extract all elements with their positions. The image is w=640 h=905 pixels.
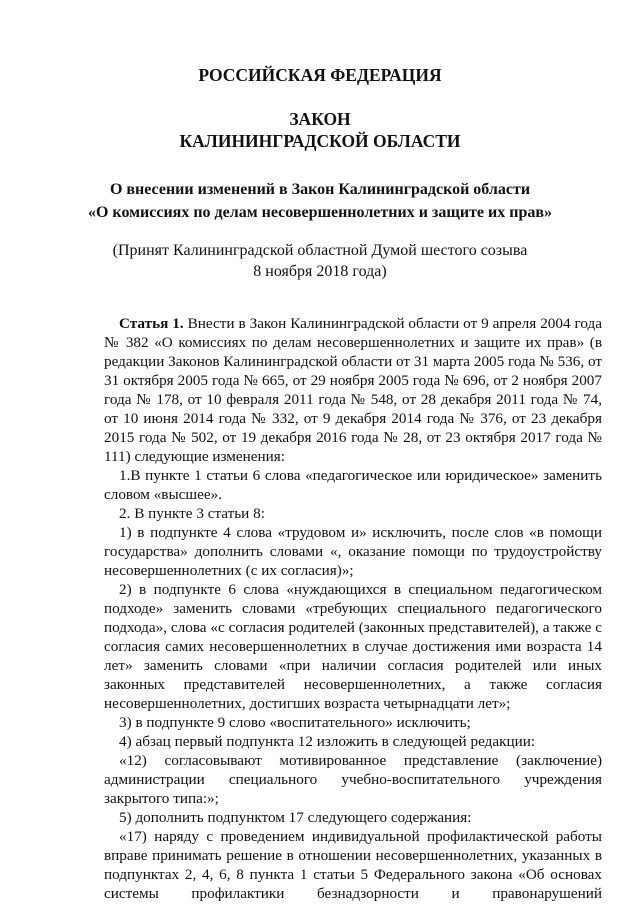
body-paragraph: 1) в подпункте 4 слова «трудовом и» исключить, после слов «в помощи государства» дополнить словами «, оказание помощи по трудоустройству несовершеннолетних (с их согласия)»; (104, 524, 602, 579)
country-heading: РОССИЙСКАЯ ФЕДЕРАЦИЯ (198, 65, 442, 85)
law-heading: ЗАКОН (289, 109, 351, 129)
document-body (104, 314, 602, 903)
body-paragraph: 2) в подпункте 6 слова «нуждающихся в специальном педагогическом подходе» заменить словами «требующих специального педагогического подхода», слова «с согласия родителей (законных представителей), а также с согласия самих несовершеннолетних в случае достижения ими возраста 14 лет» заменить словами «при наличии согласия родителей или иных законных представителей несовершеннолетних, а также согласия несовершеннолетних, достигших возраста четырнадцати лет»; (104, 581, 602, 712)
title-line-1: О внесении изменений в Закон Калининградской области (109, 181, 531, 198)
body-paragraph: «17) наряду с проведением индивидуальной профилактической работы вправе принимать решение в отношении несовершеннолетних, указанных в подпунктах 2, 4, 6, 8 пункта 1 статьи 5 Федерального закона «Об основах системы профилактики безнадзорности и правонарушений (104, 828, 602, 902)
body-paragraph: 5) дополнить подпунктом 17 следующего содержания: (119, 809, 472, 826)
body-paragraph: «12) согласовывают мотивированное представление (заключение) администрации специального учебно-воспитательного учреждения закрытого типа:»; (104, 752, 602, 807)
article-1-label: Статья 1. (119, 315, 184, 332)
title-line-2: «О комиссиях по делам несовершеннолетних и защите их прав» (87, 204, 552, 221)
adoption-line-2: 8 ноября 2018 года) (253, 263, 387, 280)
adoption-line-1: (Принят Калининградской областной Думой шестого созыва (112, 242, 528, 259)
body-paragraph: 3) в подпункте 9 слово «воспитательного» исключить; (119, 714, 471, 731)
region-heading: КАЛИНИНГРАДСКОЙ ОБЛАСТИ (179, 131, 461, 151)
body-paragraph: 4) абзац первый подпункта 12 изложить в следующей редакции: (119, 733, 536, 750)
body-paragraph: 1.В пункте 1 статьи 6 слова «педагогическое или юридическое» заменить словом «высшее». (104, 467, 602, 503)
body-paragraph: 2. В пункте 3 статьи 8: (119, 505, 265, 522)
article-1-paragraph (104, 314, 602, 466)
article-1-text: Внести в Закон Калининградской области от 9 апреля 2004 года № 382 «О комиссиях по делам несовершеннолетних и защите их прав» (в редакции Законов Калининградской области от 31 марта 2005 года № 536, от 31 октября 2005 года № 665, от 29 ноября 2005 года № 696, от 2 ноября 2007 года № 178, от 10 февраля 2011 года № 548, от 28 декабря 2011 года № 74, от 10 июня 2014 года № 332, от 9 декабря 2014 года № 376, от 23 декабря 2015 года № 502, от 19 декабря 2016 года № 28, от 23 октября 2017 года № 111) следующие изменения: (104, 315, 602, 465)
